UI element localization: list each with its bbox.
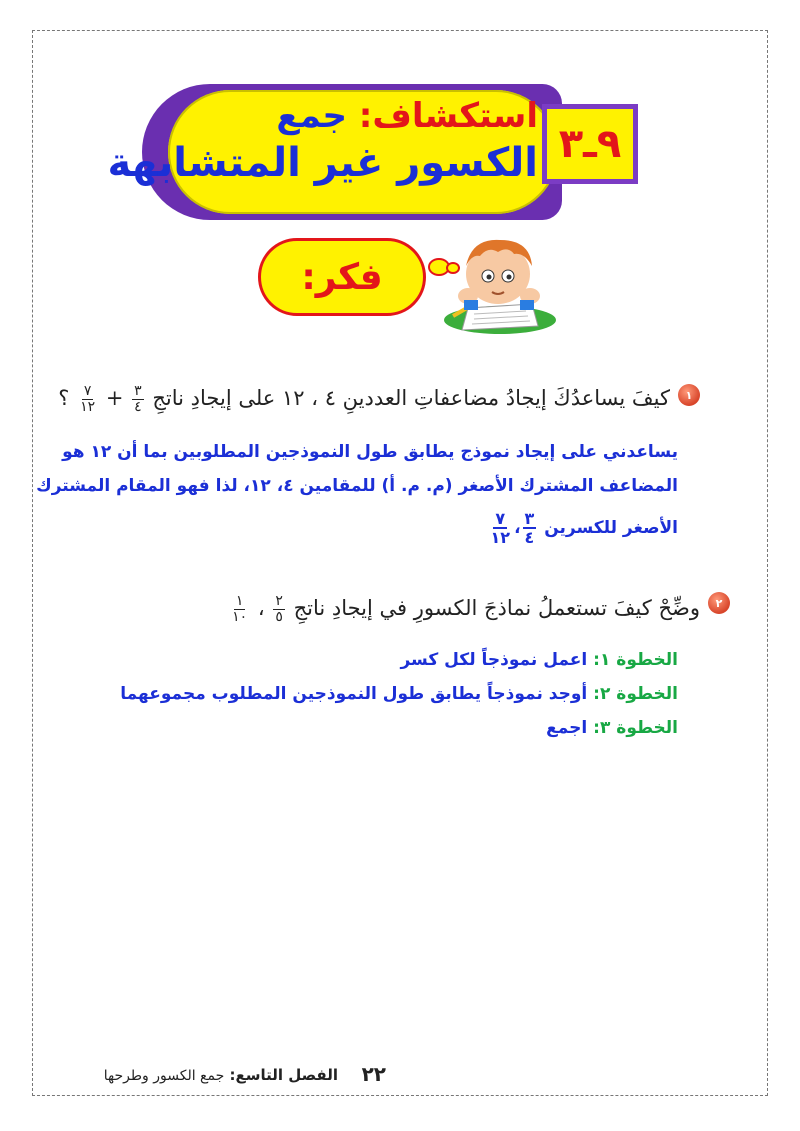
question-2-separator: ، bbox=[257, 596, 265, 620]
chapter-label bbox=[104, 1066, 338, 1084]
page-number: ٢٢ bbox=[361, 1062, 386, 1086]
step-2-label: الخطوة ٢: bbox=[593, 684, 678, 704]
chapter-title: جمع الكسور وطرحها bbox=[103, 1068, 225, 1084]
answer-separator: ، bbox=[514, 518, 521, 538]
fraction-2-5: $\frac{٢}{٥}$ bbox=[275, 593, 283, 625]
fraction-1-10: $\frac{١}{١٠}$ bbox=[232, 593, 248, 625]
fraction-3-4: $\frac{٣}{٤}$ bbox=[134, 383, 142, 415]
step-3-label: الخطوة ٣: bbox=[593, 718, 678, 738]
question-2-text bbox=[228, 594, 700, 625]
question-1-text bbox=[58, 384, 670, 415]
question-2-icon: ٢ bbox=[708, 592, 730, 614]
answer-1-line2: المضاعف المشترك الأصغر (م. م. أ) للمقامين ٤، ١٢، لذا فهو المقام المشترك bbox=[36, 476, 678, 496]
lesson-title-line1 bbox=[178, 96, 538, 136]
step-2 bbox=[120, 684, 678, 704]
lesson-number-badge: ٩ـ٣ bbox=[542, 104, 638, 184]
answer-fraction-7-12: $\frac{٧}{١٢}$ bbox=[490, 509, 511, 547]
title-explore: استكشاف: bbox=[358, 96, 538, 136]
step-1 bbox=[400, 650, 678, 670]
page-footer bbox=[46, 1062, 386, 1092]
plus-sign: + bbox=[105, 386, 124, 410]
question-2-prompt: وضِّحْ كيفَ تستعملُ نماذجَ الكسورِ في إيجادِ ناتجِ bbox=[293, 596, 700, 620]
step-1-label: الخطوة ١: bbox=[593, 650, 678, 670]
question-1-prompt: كيفَ يساعدُكَ إيجادُ مضاعفاتِ العددينِ ٤ ، ١٢ على إيجادِ ناتجِ bbox=[152, 386, 670, 410]
fraction-7-12: $\frac{٧}{١٢}$ bbox=[80, 383, 96, 415]
step-1-text: اعمل نموذجاً لكل كسر bbox=[400, 650, 588, 670]
answer-1-line1: يساعدني على إيجاد نموذج يطابق طول النموذجين المطلوبين بما أن ١٢ هو bbox=[62, 442, 678, 462]
lesson-title-line2: الكسور غير المتشابهة bbox=[107, 140, 538, 186]
thinking-student-icon bbox=[438, 222, 558, 336]
answer-fraction-3-4: $\frac{٣}{٤}$ bbox=[524, 509, 535, 547]
question-1-icon: ١ bbox=[678, 384, 700, 406]
answer-1-line3 bbox=[487, 510, 678, 546]
answer-1-lead: الأصغر للكسرين bbox=[544, 518, 678, 538]
step-3-text: اجمع bbox=[546, 718, 588, 738]
question-mark: ؟ bbox=[58, 386, 70, 410]
think-cloud: فكر: bbox=[258, 238, 426, 316]
title-add: جمع bbox=[276, 96, 347, 136]
step-2-text: أوجد نموذجاً يطابق طول النموذجين المطلوب مجموعهما bbox=[120, 684, 588, 704]
chapter-name: الفصل التاسع: bbox=[229, 1066, 338, 1084]
step-3 bbox=[546, 718, 678, 738]
